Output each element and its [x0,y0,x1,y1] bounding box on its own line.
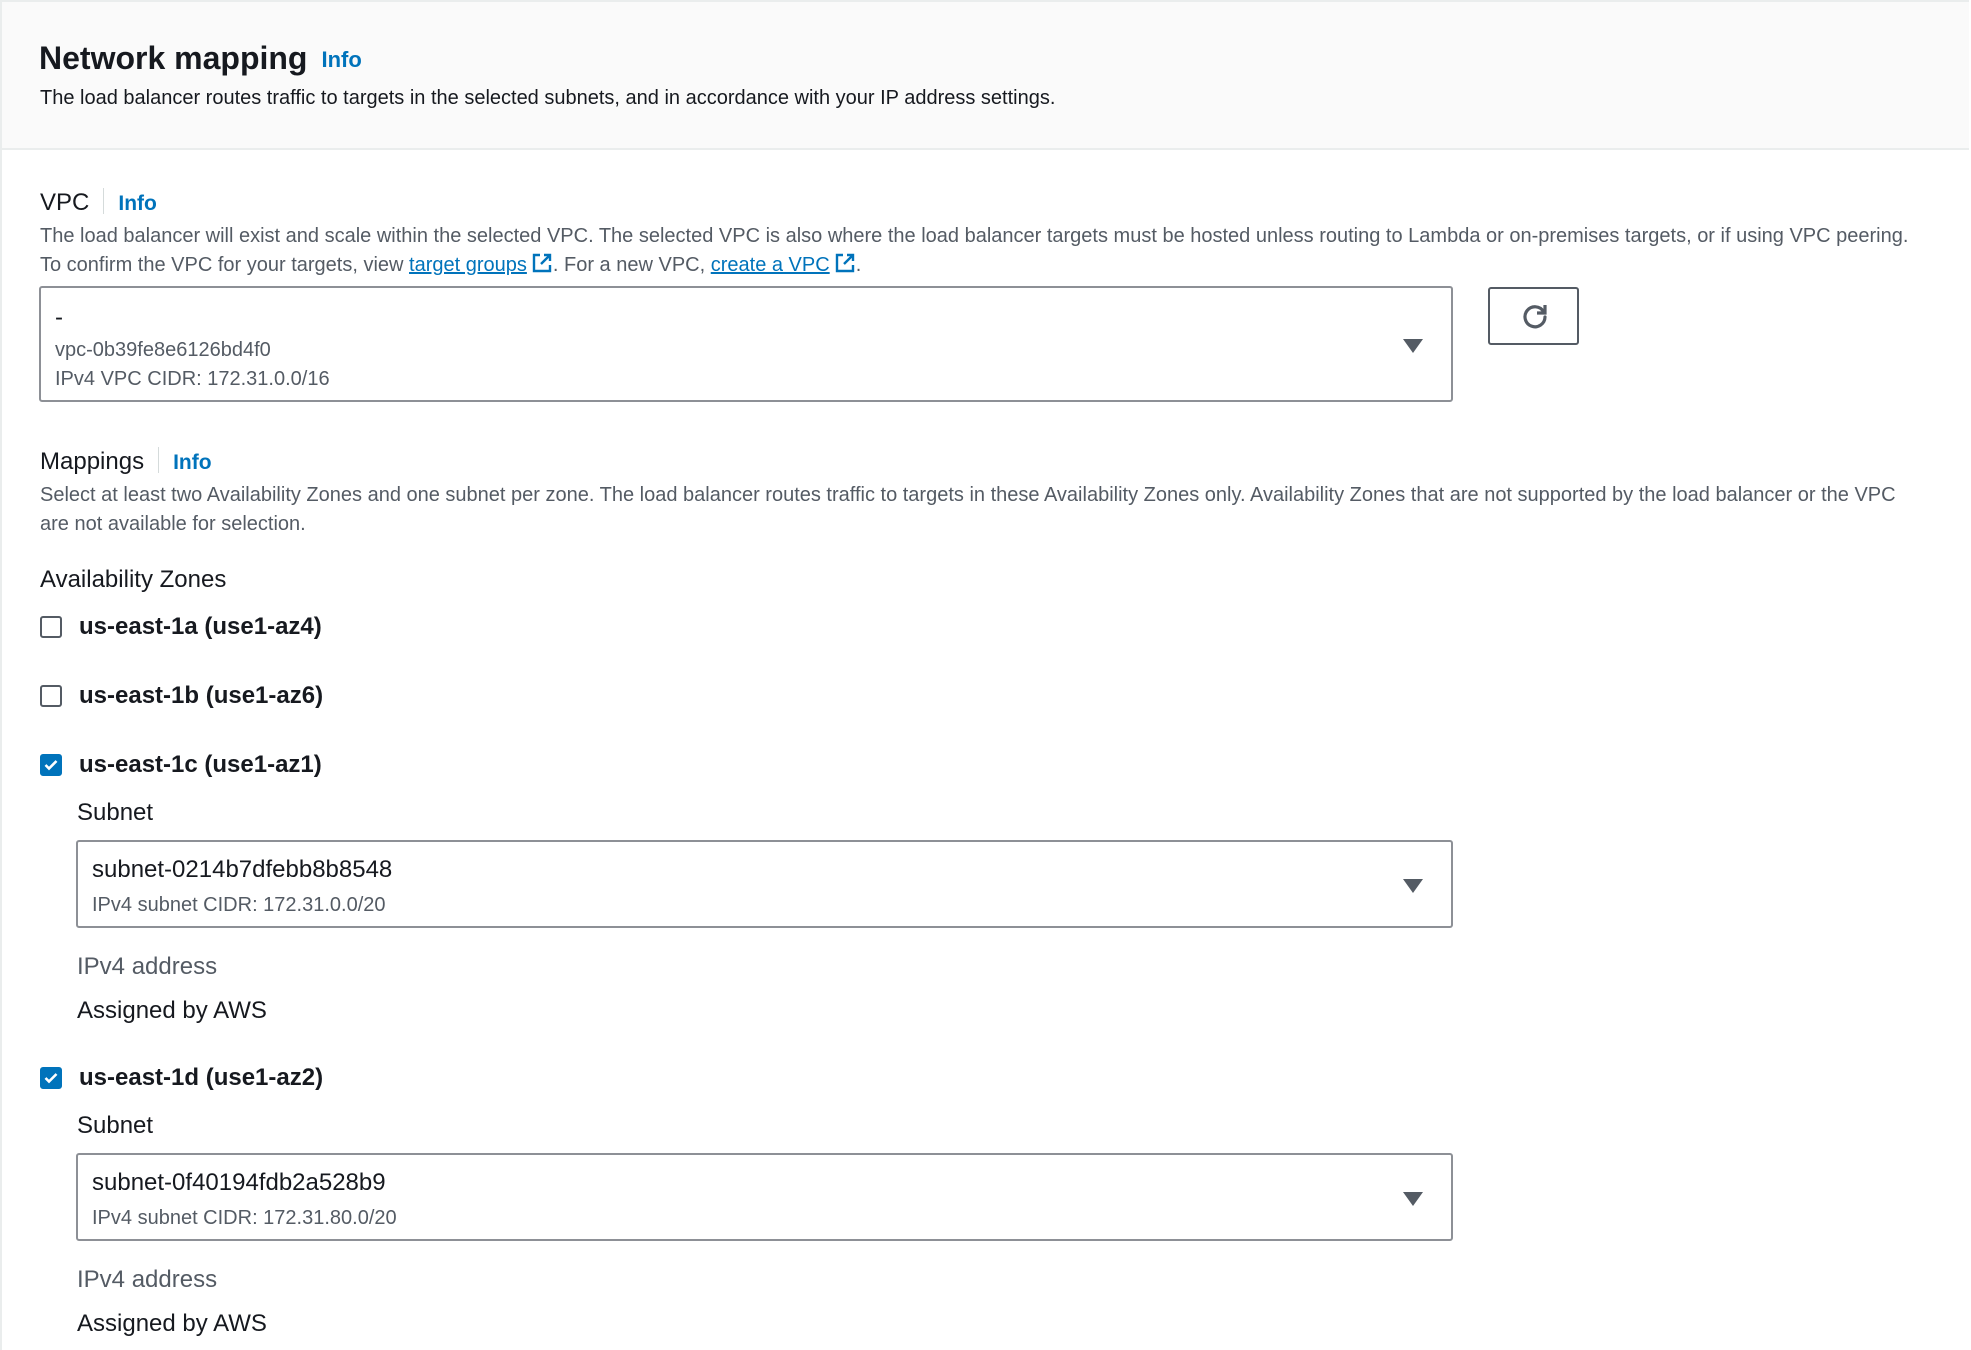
check-icon [44,758,58,772]
label-separator [158,447,159,473]
panel-header [2,2,1969,150]
az-label-us-east-1c: us-east-1c (use1-az1) [79,751,322,778]
vpc-selected-name: - [55,304,63,331]
ipv4-label-us-east-1c: IPv4 address [77,953,218,980]
external-link-icon [834,252,856,274]
ipv4-value-us-east-1c: Assigned by AWS [77,997,267,1024]
panel-description: The load balancer routes traffic to targets in the selected subnets, and in accordance with your IP address settings. [40,87,1056,109]
create-vpc-link-text: create a VPC [710,254,830,276]
create-vpc-link[interactable] [711,254,856,276]
az-row-us-east-1b[interactable] [40,682,323,710]
az-label-us-east-1a: us-east-1a (use1-az4) [79,613,322,640]
caret-down-icon [1403,339,1423,353]
mappings-info-link[interactable]: Info [173,451,212,474]
caret-down-icon [1403,1192,1423,1206]
vpc-description-text-3: . [855,254,862,276]
subnet-cidr-us-east-1d: IPv4 subnet CIDR: 172.31.80.0/20 [92,1207,397,1229]
availability-zones-label: Availability Zones [40,566,227,593]
subnet-select-us-east-1c[interactable] [76,840,1453,928]
external-link-icon [531,252,553,274]
vpc-info-link[interactable]: Info [118,192,157,215]
panel-title [39,40,362,77]
az-checkbox-us-east-1c[interactable] [40,754,62,776]
refresh-icon [1519,301,1551,333]
target-groups-link-text: target groups [409,254,527,276]
caret-down-icon [1403,879,1423,893]
vpc-selected-cidr: IPv4 VPC CIDR: 172.31.0.0/16 [55,368,330,390]
az-checkbox-us-east-1d[interactable] [40,1067,62,1089]
az-label-us-east-1b: us-east-1b (use1-az6) [79,682,324,709]
subnet-cidr-us-east-1c: IPv4 subnet CIDR: 172.31.0.0/20 [92,894,386,916]
vpc-description-text-1: The load balancer will exist and scale within the selected VPC. The selected VPC is also where the load balancer targets must be hosted unless routing to Lambda or on-premises targets, or if using VPC peering. To confirm the VPC for your targets, view [40,225,1909,276]
mappings-label: Mappings [40,448,145,475]
panel-title-text: Network mapping [39,40,308,76]
subnet-id-us-east-1c: subnet-0214b7dfebb8b8548 [92,856,393,883]
refresh-vpc-button[interactable] [1488,287,1579,345]
label-separator [103,188,104,214]
vpc-description [40,222,1930,280]
subnet-label-us-east-1d: Subnet [77,1112,154,1139]
az-checkbox-us-east-1a[interactable] [40,616,62,638]
az-row-us-east-1d[interactable] [40,1064,323,1092]
header-info-link[interactable]: Info [321,47,362,72]
subnet-id-us-east-1d: subnet-0f40194fdb2a528b9 [92,1169,386,1196]
subnet-label-us-east-1c: Subnet [77,799,154,826]
vpc-label-row [40,188,157,217]
vpc-select[interactable] [39,286,1453,402]
mappings-label-row [40,447,212,476]
target-groups-link[interactable] [409,254,553,276]
az-checkbox-us-east-1b[interactable] [40,685,62,707]
az-row-us-east-1c[interactable] [40,751,322,779]
vpc-description-text-2: . For a new VPC, [552,254,711,276]
ipv4-label-us-east-1d: IPv4 address [77,1266,218,1293]
subnet-select-us-east-1d[interactable] [76,1153,1453,1241]
az-row-us-east-1a[interactable] [40,613,322,641]
mappings-description: Select at least two Availability Zones and one subnet per zone. The load balancer routes traffic to targets in these Availability Zones only. Availability Zones that are not supported by the load balancer or the VPC are not available for selection. [40,484,1896,535]
vpc-label: VPC [40,189,90,216]
az-label-us-east-1d: us-east-1d (use1-az2) [79,1064,324,1091]
vpc-selected-id: vpc-0b39fe8e6126bd4f0 [55,339,271,361]
check-icon [44,1071,58,1085]
ipv4-value-us-east-1d: Assigned by AWS [77,1310,267,1337]
